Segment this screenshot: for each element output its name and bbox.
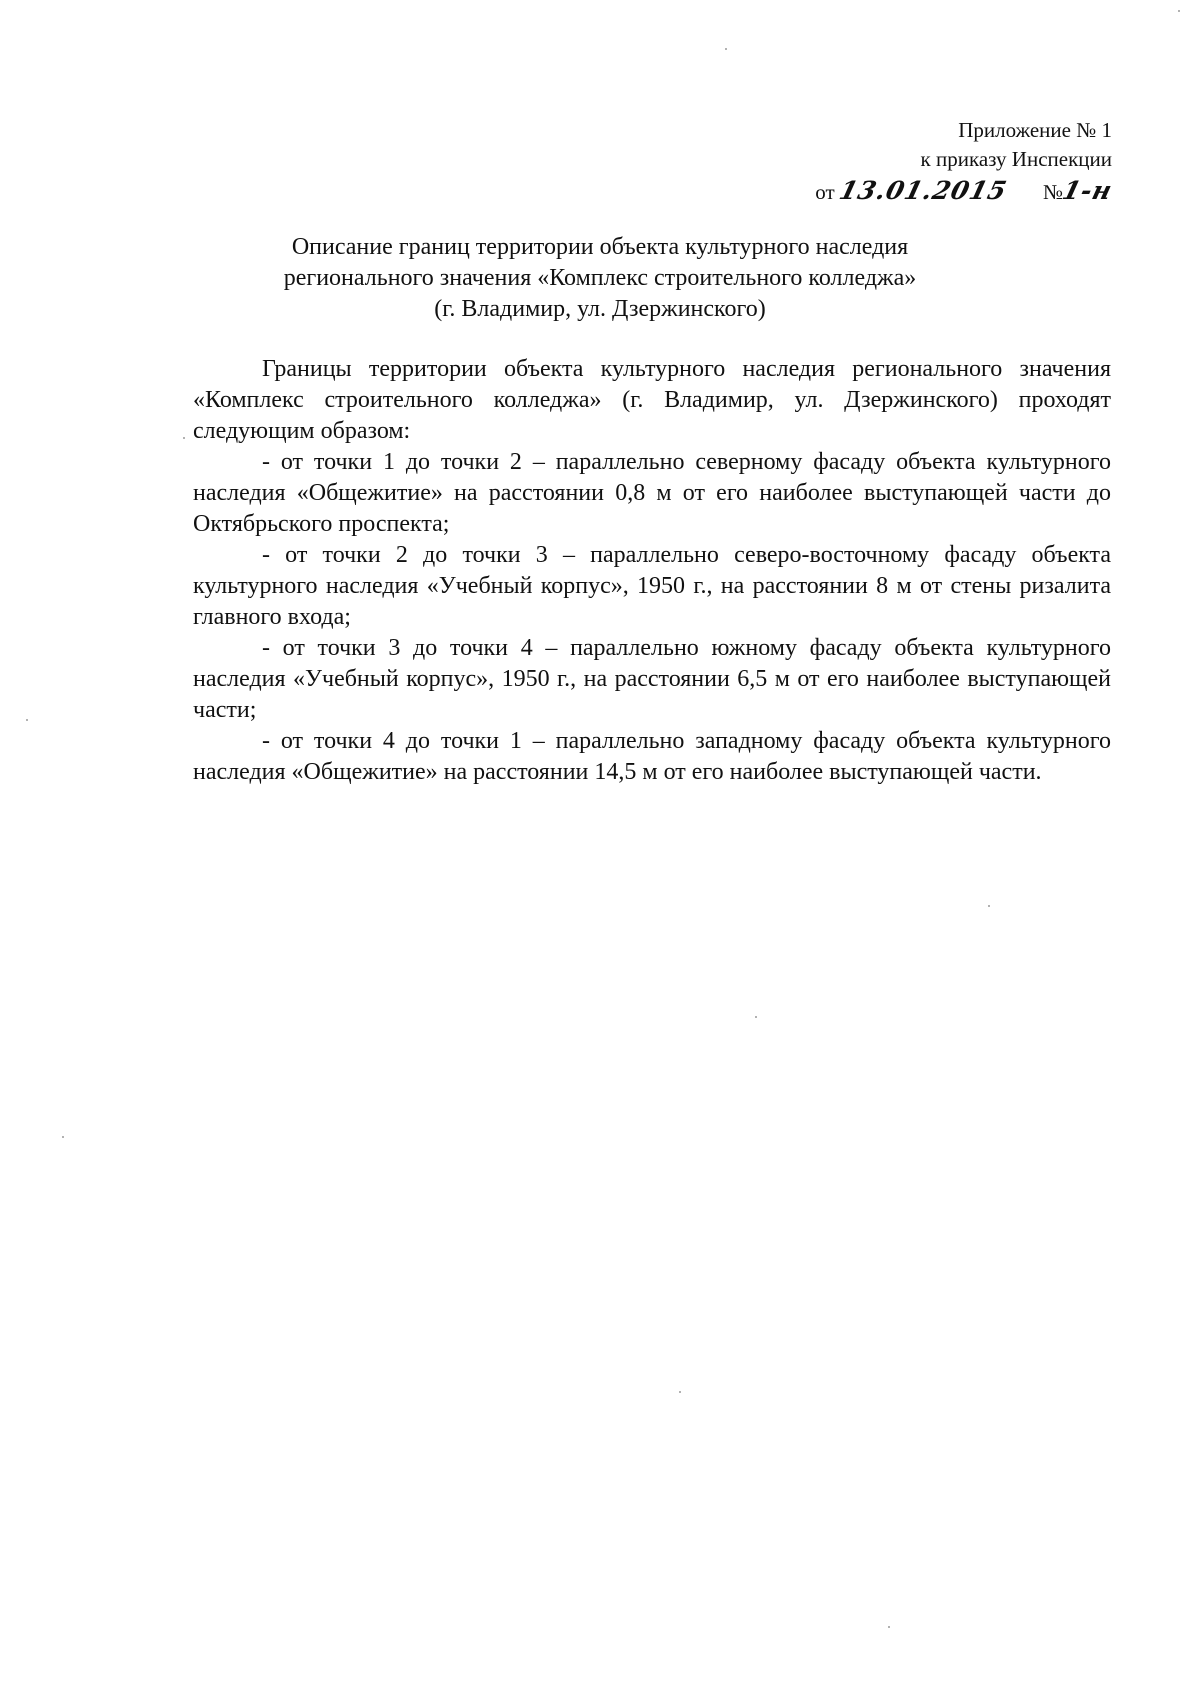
title-line-1: Описание границ территории объекта культурного наследия [291, 234, 909, 260]
scan-speck [679, 1391, 681, 1393]
scan-speck [888, 1626, 890, 1628]
title-line-3: (г. Владимир, ул. Дзержинского) [434, 296, 766, 322]
handwritten-number: 1-н [1059, 176, 1116, 205]
scan-speck [1178, 10, 1180, 12]
boundary-item-3: - от точки 3 до точки 4 – параллельно южному фасаду объекта культурного наследия «Учебный корпус», 1950 г., на расстоянии 6,5 м от его наиболее выступающей части; [193, 635, 1111, 723]
scan-speck [725, 48, 727, 50]
scan-speck [183, 437, 185, 439]
boundary-item-1: - от точки 1 до точки 2 – параллельно северному фасаду объекта культурного наследия «Общежитие» на расстоянии 0,8 м от его наиболее выступающей части до Октябрьского проспекта; [193, 449, 1111, 537]
document-title [140, 232, 1060, 325]
handwritten-date: 13.01.2015 [836, 176, 1011, 205]
scan-speck [26, 719, 28, 721]
intro-paragraph: Границы территории объекта культурного наследия регионального значения «Комплекс строительного колледжа» (г. Владимир, ул. Дзержинского) проходят следующим образом: [193, 356, 1111, 444]
title-line-2: регионального значения «Комплекс строительного колледжа» [283, 265, 917, 291]
document-body [193, 354, 1111, 788]
appendix-date-line [815, 176, 1116, 207]
boundary-item-4: - от точки 4 до точки 1 – параллельно западному фасаду объекта культурного наследия «Общежитие» на расстоянии 14,5 м от его наиболее выступающей части. [193, 728, 1111, 785]
scan-speck [62, 1136, 64, 1138]
scan-speck [988, 905, 990, 907]
date-prefix: от [815, 180, 835, 204]
appendix-order-reference: к приказу Инспекции [920, 147, 1112, 171]
appendix-header [815, 116, 1116, 205]
number-prefix: № [1042, 180, 1063, 204]
scan-speck [755, 1016, 757, 1018]
appendix-title: Приложение № 1 [958, 118, 1112, 142]
boundary-item-2: - от точки 2 до точки 3 – параллельно северо-восточному фасаду объекта культурного наследия «Учебный корпус», 1950 г., на расстоянии 8 м от стены ризалита главного входа; [193, 542, 1111, 630]
